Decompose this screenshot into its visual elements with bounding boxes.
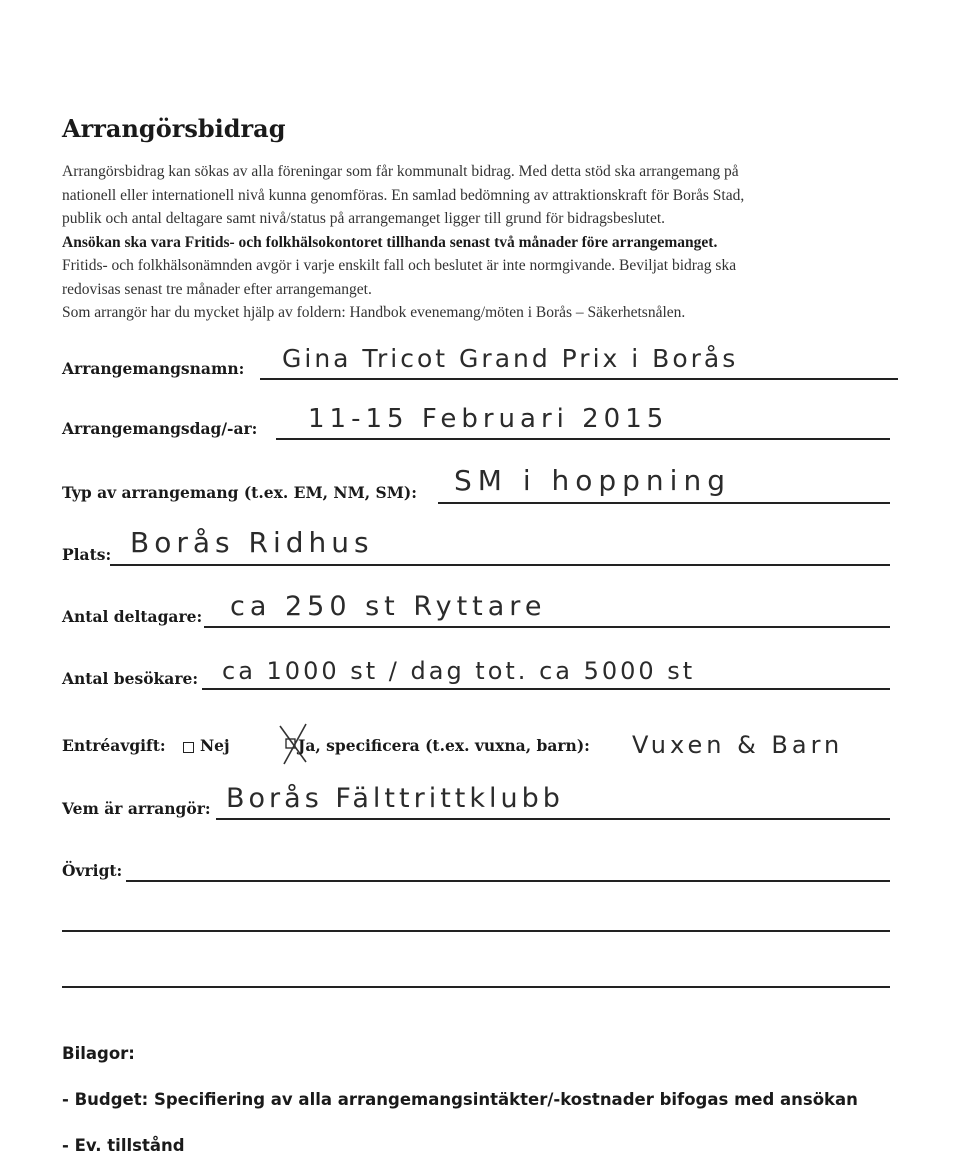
place-label: Plats: — [62, 545, 112, 564]
event-type-value[interactable]: SM i hoppning — [454, 464, 731, 497]
event-name-label: Arrangemangsnamn: — [62, 359, 245, 378]
event-dates-value[interactable]: 11-15 Februari 2015 — [308, 404, 669, 434]
participants-line — [204, 626, 890, 628]
event-dates-label: Arrangemangsdag/-ar: — [62, 419, 258, 438]
attachment-budget: - Budget: Specifiering av alla arrangemangsintäkter/-kostnader bifogas med ansökan — [62, 1090, 858, 1109]
no-option-label: Nej — [200, 736, 230, 755]
intro-line: redovisas senast tre månader efter arrangemanget. — [62, 280, 372, 298]
intro-line: publik och antal deltagare samt nivå/status på arrangemanget ligger till grund för bidragsbeslutet. — [62, 210, 666, 227]
event-dates-field[interactable] — [62, 402, 902, 442]
intro-line: Arrangörsbidrag kan sökas av alla föreningar som får kommunalt bidrag. Med detta stöd ska arrangemang på — [62, 163, 739, 180]
place-field[interactable] — [62, 528, 902, 568]
other-extra-line[interactable] — [62, 986, 890, 988]
page-title: Arrangörsbidrag — [62, 114, 286, 143]
entry-fee-label: Entréavgift: — [62, 736, 166, 755]
entry-fee-value[interactable]: Vuxen & Barn — [632, 731, 844, 759]
intro-line: Fritids- och folkhälsonämnden avgör i varje enskilt fall och beslutet är inte normgivande. Beviljat bidrag ska — [62, 257, 737, 274]
other-line — [126, 880, 890, 882]
event-type-field[interactable] — [62, 466, 902, 506]
attachments-heading: Bilagor: — [62, 1044, 135, 1063]
visitors-line — [202, 688, 890, 690]
intro-line: Som arrangör har du mycket hjälp av foldern: Handbok evenemang/möten i Borås – Säkerhetsnålen. — [62, 304, 686, 321]
organizer-field[interactable] — [62, 782, 902, 822]
event-name-value[interactable]: Gina Tricot Grand Prix i Borås — [282, 344, 739, 373]
participants-value[interactable]: ca 250 st Ryttare — [230, 591, 547, 622]
other-label: Övrigt: — [62, 861, 123, 880]
entry-fee-row — [62, 728, 902, 764]
intro-text — [62, 160, 922, 325]
yes-option-label: Ja, specificera (t.ex. vuxna, barn): — [298, 736, 590, 755]
event-dates-line — [276, 438, 890, 440]
event-name-line — [260, 378, 898, 380]
place-line — [110, 564, 890, 566]
attachment-permits: - Ev. tillstånd — [62, 1136, 185, 1155]
intro-line: nationell eller internationell nivå kunna genomföras. En samlad bedömning av attraktionskraft för Borås Stad, — [62, 186, 745, 204]
no-checkbox[interactable] — [183, 742, 194, 753]
place-value[interactable]: Borås Ridhus — [130, 526, 374, 559]
visitors-value[interactable]: ca 1000 st / dag tot. ca 5000 st — [222, 657, 696, 685]
event-type-line — [438, 502, 890, 504]
other-extra-line[interactable] — [62, 930, 890, 932]
deadline-notice: Ansökan ska vara Fritids- och folkhälsokontoret tillhanda senast två månader före arrangemanget. — [62, 233, 718, 251]
participants-field[interactable] — [62, 590, 902, 630]
other-field[interactable] — [62, 844, 902, 884]
event-type-label: Typ av arrangemang (t.ex. EM, NM, SM): — [62, 483, 417, 502]
organizer-line — [216, 818, 890, 820]
visitors-field[interactable] — [62, 652, 902, 692]
event-name-field[interactable] — [62, 342, 902, 382]
organizer-label: Vem är arrangör: — [62, 799, 211, 818]
participants-label: Antal deltagare: — [62, 607, 203, 626]
organizer-value[interactable]: Borås Fälttrittklubb — [226, 783, 564, 814]
visitors-label: Antal besökare: — [62, 669, 199, 688]
